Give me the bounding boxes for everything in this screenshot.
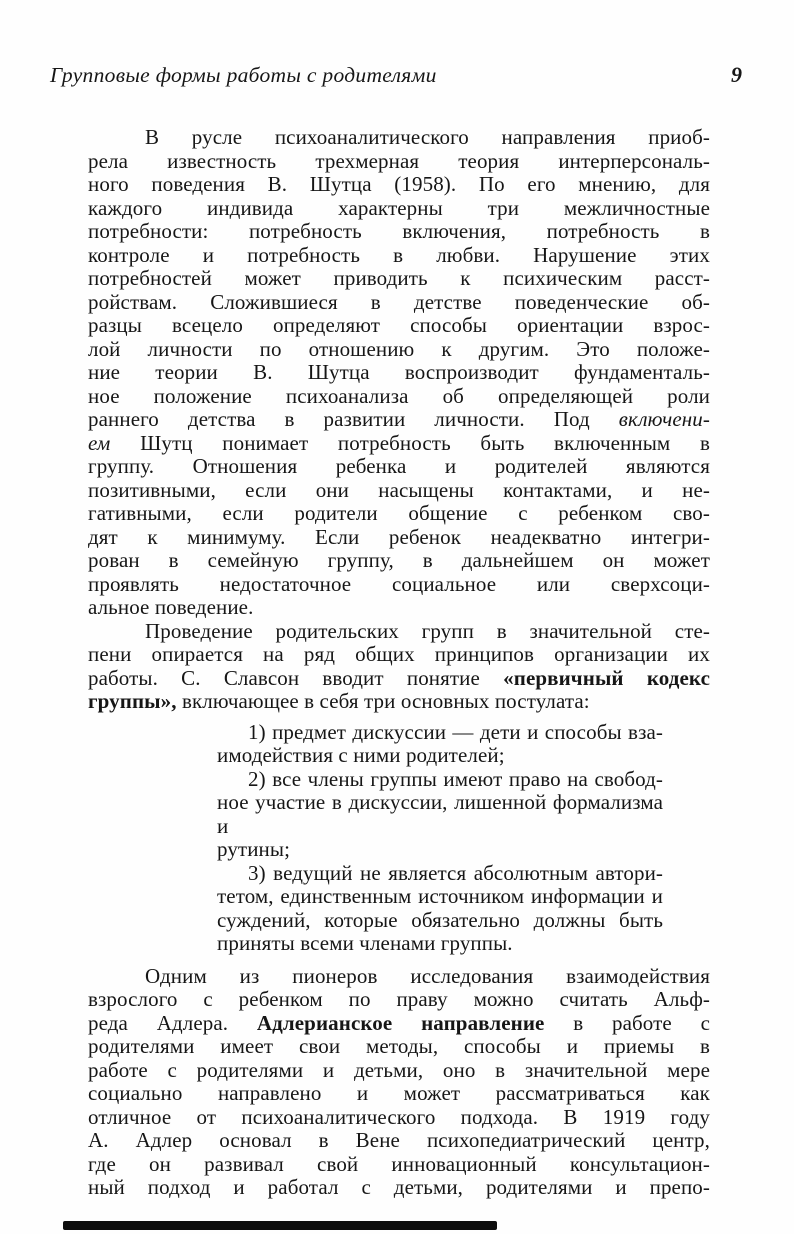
text-line: [88, 965, 710, 989]
text-line: [88, 1082, 710, 1106]
text-line: [88, 150, 710, 174]
text-segment: включающее в себя три основных постулата:: [176, 689, 590, 713]
text-line: [88, 385, 710, 409]
text-line: [88, 667, 710, 691]
text-line: [217, 791, 663, 838]
text-segment: контроле и потребность в любви. Нарушение этих: [88, 242, 710, 267]
text-segment: потребностей может приводить к психическим расст-: [88, 266, 710, 290]
text-line: [88, 126, 710, 150]
text-segment: реда Адлера.: [88, 1010, 257, 1035]
text-line: [88, 690, 710, 714]
text-line: [88, 197, 710, 221]
running-head-title: Групповые формы работы с родителями: [50, 63, 437, 87]
text-segment: родителями имеет свои методы, способы и приемы в: [88, 1034, 710, 1058]
text-line: [217, 838, 663, 862]
page-header: [50, 62, 742, 88]
text-segment: ное положение психоанализа об определяющей роли: [88, 383, 710, 408]
text-segment: группу. Отношения ребенка и родителей являются: [88, 454, 710, 478]
text-line: [88, 173, 710, 197]
text-line: [217, 909, 663, 933]
text-segment: суждений, которые обязательно должны быть: [217, 907, 663, 932]
text-line: [88, 573, 710, 597]
paragraph: [88, 620, 710, 714]
text-segment: работы. С. Славсон вводит понятие: [88, 665, 504, 690]
text-line: [88, 549, 710, 573]
text-segment: ного поведения В. Шутца (1958). По его мнению, для: [88, 172, 710, 196]
text-line: [88, 220, 710, 244]
quote-list: [217, 721, 663, 956]
text-segment: Одним из пионеров исследования взаимодействия: [145, 963, 710, 988]
text-segment: в работе с: [544, 1010, 710, 1035]
text-segment: каждого индивида характерны три межличностные: [88, 195, 710, 220]
text-line: [88, 596, 710, 620]
text-segment: 3) ведущий не является абсолютным автори-: [248, 860, 663, 885]
text-segment: раннего детства в развитии личности. Под: [88, 407, 619, 431]
text-segment: ройствам. Сложившиеся в детстве поведенческие об-: [88, 289, 710, 314]
text-line: [88, 1129, 710, 1153]
text-segment: ное участие в дискуссии, лишенной формализма и: [217, 790, 663, 838]
text-line: [88, 1035, 710, 1059]
text-segment: ный подход и работал с детьми, родителями и препо-: [88, 1175, 710, 1199]
text-segment: Адлерианское направление: [256, 1010, 545, 1035]
text-line: [217, 744, 663, 768]
text-segment: разцы всецело определяют способы ориентации взрос-: [88, 313, 710, 337]
text-segment: гативными, если родители общение с ребенком сво-: [88, 501, 710, 525]
text-line: [88, 244, 710, 268]
text-line: [88, 338, 710, 362]
text-segment: взрослого с ребенком по праву можно считать Альф-: [88, 987, 710, 1011]
paragraph: [88, 126, 710, 620]
text-segment: рован в семейную группу, в дальнейшем он может: [88, 548, 710, 572]
text-segment: имодействия с ними родителей;: [217, 743, 505, 767]
text-segment: А. Адлер основал в Вене психопедиатрический центр,: [88, 1128, 710, 1152]
text-segment: отличное от психоаналитического подхода. В 1919 году: [88, 1104, 710, 1129]
text-segment: 2) все члены группы имеют право на свобод-: [248, 766, 663, 791]
text-segment: работе с родителями и детьми, оно в значительной мере: [88, 1057, 710, 1082]
text-line: [88, 526, 710, 550]
text-line: [217, 932, 663, 956]
text-segment: «первичный кодекс: [503, 665, 710, 690]
text-segment: социально направлено и может рассматриваться как: [88, 1081, 710, 1105]
scan-artifact-bar: [63, 1221, 497, 1230]
text-segment: В русле психоаналитического направления приоб-: [145, 125, 710, 149]
page-body: [88, 126, 710, 1200]
text-segment: группы»,: [88, 689, 177, 713]
text-segment: включени-: [618, 407, 710, 431]
text-line: [88, 361, 710, 385]
text-line: [88, 267, 710, 291]
text-segment: пени опирается на ряд общих принципов организации их: [88, 642, 710, 666]
text-segment: позитивными, если они насыщены контактами, и не-: [88, 477, 710, 502]
text-segment: рела известность трехмерная теория интерперсональ-: [88, 148, 710, 173]
text-line: [88, 314, 710, 338]
page-number: 9: [731, 62, 742, 87]
text-line: [217, 768, 663, 792]
text-segment: Шутц понимает потребность быть включенным в: [110, 430, 710, 455]
text-line: [88, 1153, 710, 1177]
text-line: [88, 432, 710, 456]
text-line: [88, 1059, 710, 1083]
text-line: [217, 885, 663, 909]
text-segment: проявлять недостаточное социальное или сверхсоци-: [88, 571, 710, 596]
text-segment: рутины;: [217, 837, 291, 861]
text-line: [88, 291, 710, 315]
text-line: [88, 1012, 710, 1036]
text-line: [88, 408, 710, 432]
text-segment: ем: [88, 430, 111, 455]
text-line: [88, 479, 710, 503]
text-line: [88, 1176, 710, 1200]
text-segment: тетом, единственным источником информации и: [217, 884, 663, 908]
paragraph: [88, 965, 710, 1200]
text-segment: Проведение родительских групп в значительной сте-: [145, 618, 710, 643]
text-line: [88, 643, 710, 667]
text-segment: 1) предмет дискуссии — дети и способы вза-: [248, 719, 663, 744]
text-line: [88, 620, 710, 644]
text-segment: альное поведение.: [88, 595, 254, 619]
text-line: [217, 721, 663, 745]
text-segment: ние теории В. Шутца воспроизводит фундаменталь-: [88, 360, 710, 384]
text-line: [88, 988, 710, 1012]
text-line: [217, 862, 663, 886]
text-segment: лой личности по отношению к другим. Это положе-: [88, 336, 710, 361]
text-line: [88, 455, 710, 479]
text-segment: приняты всеми членами группы.: [217, 931, 513, 955]
text-line: [88, 502, 710, 526]
text-segment: где он развивал свой инновационный консультацион-: [88, 1151, 710, 1176]
text-segment: потребности: потребность включения, потребность в: [88, 219, 710, 243]
text-line: [88, 1106, 710, 1130]
text-segment: дят к минимуму. Если ребенок неадекватно интегри-: [88, 524, 710, 549]
